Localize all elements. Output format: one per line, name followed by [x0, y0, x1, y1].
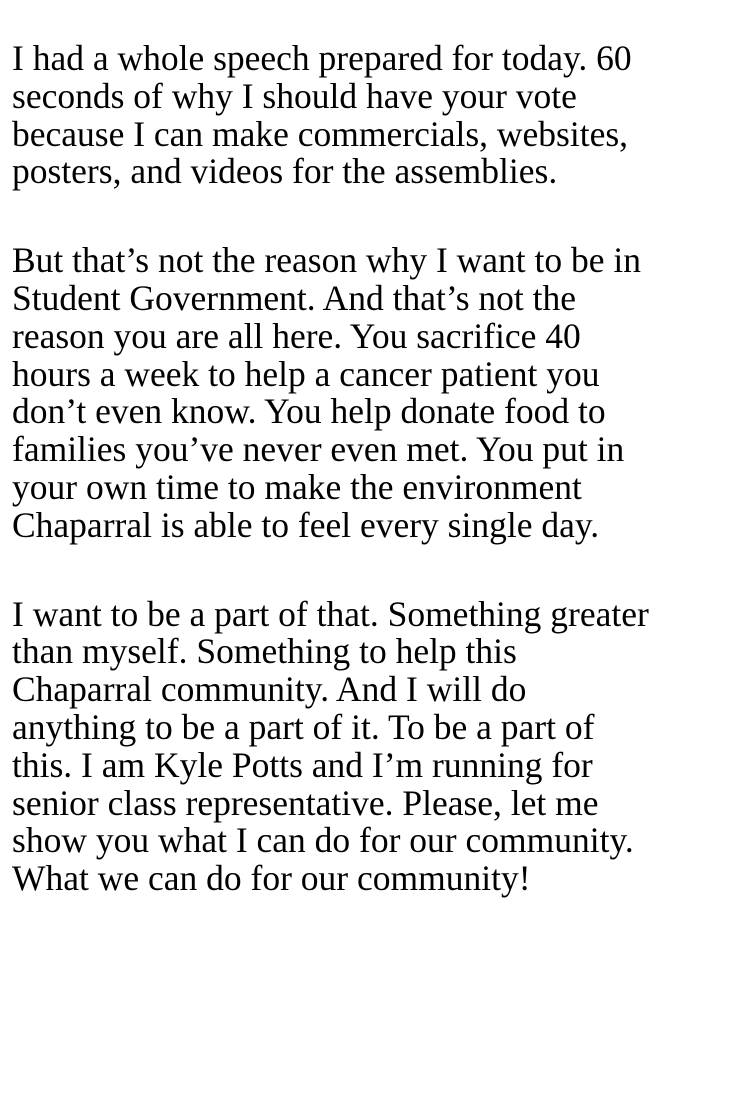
text-line: posters, and videos for the assemblies.	[12, 151, 558, 192]
text-line: your own time to make the environment	[12, 466, 582, 507]
text-line: I had a whole speech prepared for today. 60	[12, 38, 632, 78]
text-line: hours a week to help a cancer patient you	[12, 353, 600, 394]
text-line: Chaparral is able to feel every single day.	[12, 504, 600, 545]
text-line: reason you are all here. You sacrifice 40	[12, 315, 581, 356]
text-line: because I can make commercials, websites,	[12, 113, 629, 154]
text-line: Chaparral community. And I will do	[12, 669, 527, 710]
text-line: this. I am Kyle Potts and I’m running for	[12, 744, 593, 785]
text-line: I want to be a part of that. Something greater	[12, 593, 649, 634]
text-line: seconds of why I should have your vote	[12, 75, 577, 116]
text-line: show you what I can do for our community.	[12, 820, 634, 861]
text-line: Student Government. And that’s not the	[12, 277, 576, 318]
paragraph-closing	[12, 593, 750, 899]
text-line: families you’ve never even met. You put in	[12, 429, 625, 470]
text-line: senior class representative. Please, let me	[12, 782, 599, 823]
paragraph-intro	[12, 40, 750, 191]
text-line: But that’s not the reason why I want to be in	[12, 240, 642, 281]
text-line: don’t even know. You help donate food to	[12, 391, 606, 432]
paragraph-reason	[12, 242, 750, 544]
text-line: What we can do for our community!	[12, 858, 531, 899]
text-line: anything to be a part of it. To be a part of	[12, 706, 595, 747]
text-line: than myself. Something to help this	[12, 631, 517, 672]
